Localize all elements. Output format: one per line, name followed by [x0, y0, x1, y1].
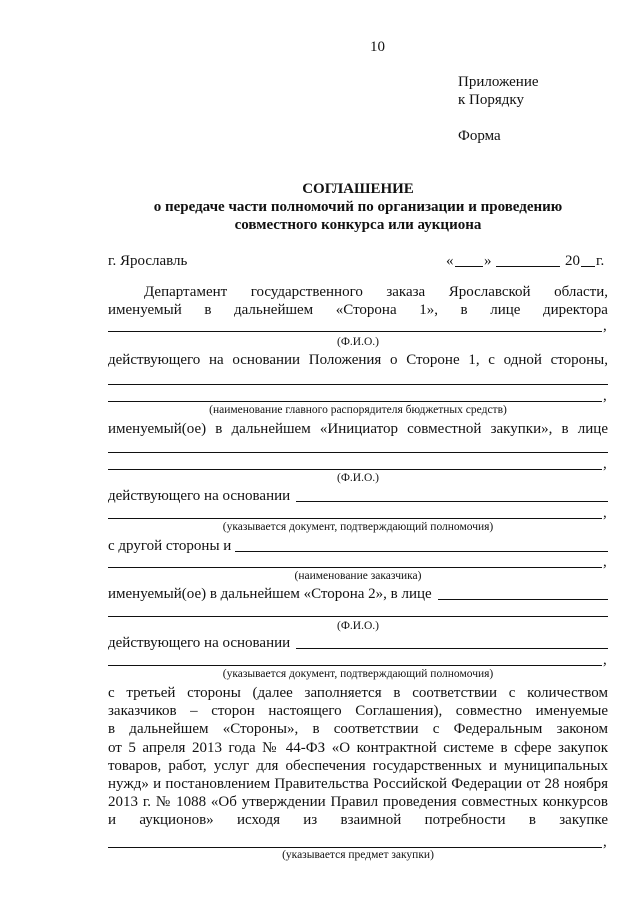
caption-fio-2: (Ф.И.О.) — [337, 472, 379, 484]
caption-subject: (указывается предмет закупки) — [282, 849, 434, 861]
comma: , — [603, 318, 607, 334]
date-month-blank[interactable] — [496, 266, 560, 267]
acting-side1-text: действующего на основании Положения о Стороне 1, с одной стороны, — [108, 352, 608, 368]
intro-word: дальнейшем — [234, 302, 314, 318]
intro-line-2 — [108, 301, 608, 319]
intro-word: заказа — [386, 284, 426, 300]
intro-word: лице — [490, 302, 521, 318]
comma: , — [603, 505, 607, 521]
initiator-name-blank-1[interactable] — [108, 452, 608, 453]
intro-word: 1», — [419, 302, 438, 318]
acting-basis-blank-2[interactable] — [296, 648, 608, 649]
budget-holder-blank-1[interactable] — [108, 384, 608, 385]
other-side-blank[interactable] — [235, 551, 608, 552]
caption-authority-doc-2: (указывается документ, подтверждающий полномочия) — [222, 668, 494, 680]
caption-authority-doc-1: (указывается документ, подтверждающий полномочия) — [222, 521, 494, 533]
acting-basis-label-1: действующего на основании — [108, 488, 291, 504]
comma: , — [603, 554, 607, 570]
intro-word: Департамент — [144, 284, 228, 300]
comma: , — [603, 834, 607, 850]
side2-person-blank[interactable] — [438, 599, 608, 600]
appendix-label: Приложение — [458, 74, 539, 90]
acting-basis-blank-1[interactable] — [296, 501, 608, 502]
acting-side1-line — [108, 351, 608, 369]
appendix-reference: к Порядку — [458, 92, 524, 108]
initiator-line — [108, 420, 608, 438]
side2-person-blank-2[interactable] — [108, 616, 608, 617]
customer-name-blank[interactable] — [108, 567, 602, 568]
comma: , — [603, 388, 607, 404]
place-of-signing: г. Ярославль — [108, 253, 188, 269]
document-title: СОГЛАШЕНИЕ — [302, 181, 414, 197]
paragraph-line: с третьей стороны (далее заполняется в соответствии с количеством — [108, 685, 608, 701]
comma: , — [603, 652, 607, 668]
paragraph-line: нужд» и постановлением Правительства Российской Федерации от 28 ноября — [108, 776, 608, 793]
director-name-blank[interactable] — [108, 331, 602, 332]
paragraph-line: и аукционов» исходя из взаимной потребности в закупке — [108, 812, 608, 829]
date-close-quote: » — [484, 253, 492, 269]
page-number: 10 — [370, 39, 385, 55]
paragraph-line: 2013 г. № 1088 «Об утверждении Правил проведения совместных конкурсов — [108, 794, 608, 811]
initiator-text: именуемый(ое) в дальнейшем «Инициатор совместной закупки», в лице — [108, 421, 608, 437]
intro-word: государственного — [250, 284, 363, 300]
initiator-name-blank-2[interactable] — [108, 469, 602, 470]
caption-customer: (наименование заказчика) — [294, 570, 422, 582]
paragraph-line: заказчиков – сторон настоящего Соглашения), совместно именуемые — [108, 703, 608, 720]
date-year-prefix: 20 — [565, 253, 580, 269]
final-paragraph — [108, 684, 608, 830]
acting-basis-blank-2b[interactable] — [108, 665, 602, 666]
paragraph-line: в дальнейшем «Стороны», в соответствии с Федеральным законом — [108, 721, 608, 738]
acting-basis-blank-1b[interactable] — [108, 518, 602, 519]
intro-word: в — [204, 302, 212, 318]
comma: , — [603, 456, 607, 472]
acting-basis-label-2: действующего на основании — [108, 635, 291, 651]
intro-line-1 — [144, 283, 608, 301]
paragraph-line: товаров, работ, услуг для обеспечения государственных и муниципальных — [108, 757, 608, 774]
date-day-blank[interactable] — [455, 266, 483, 267]
date-open-quote: « — [446, 253, 454, 269]
purchase-subject-blank[interactable] — [108, 847, 602, 848]
intro-word: директора — [542, 302, 608, 318]
caption-budget-holder: (наименование главного распорядителя бюджетных средств) — [209, 404, 507, 416]
budget-holder-blank-2[interactable] — [108, 401, 602, 402]
document-subtitle-line-1: о передаче части полномочий по организации и проведению — [153, 199, 563, 215]
paragraph-line: от 5 апреля 2013 года № 44-ФЗ «О контрактной системе в сфере закупок — [108, 739, 608, 756]
intro-word: Ярославской — [448, 284, 531, 300]
date-year-blank[interactable] — [581, 266, 595, 267]
form-label: Форма — [458, 128, 501, 144]
caption-fio-1: (Ф.И.О.) — [337, 336, 379, 348]
caption-fio-3: (Ф.И.О.) — [337, 620, 379, 632]
date-year-suffix: г. — [596, 253, 605, 269]
intro-word: в — [460, 302, 468, 318]
other-side-label: с другой стороны и — [108, 538, 232, 554]
side2-label: именуемый(ое) в дальнейшем «Сторона 2», в лице — [108, 586, 432, 602]
intro-word: «Сторона — [335, 302, 397, 318]
document-subtitle-line-2: совместного конкурса или аукциона — [234, 217, 482, 233]
intro-word: области, — [554, 284, 608, 300]
intro-word: именуемый — [108, 302, 182, 318]
